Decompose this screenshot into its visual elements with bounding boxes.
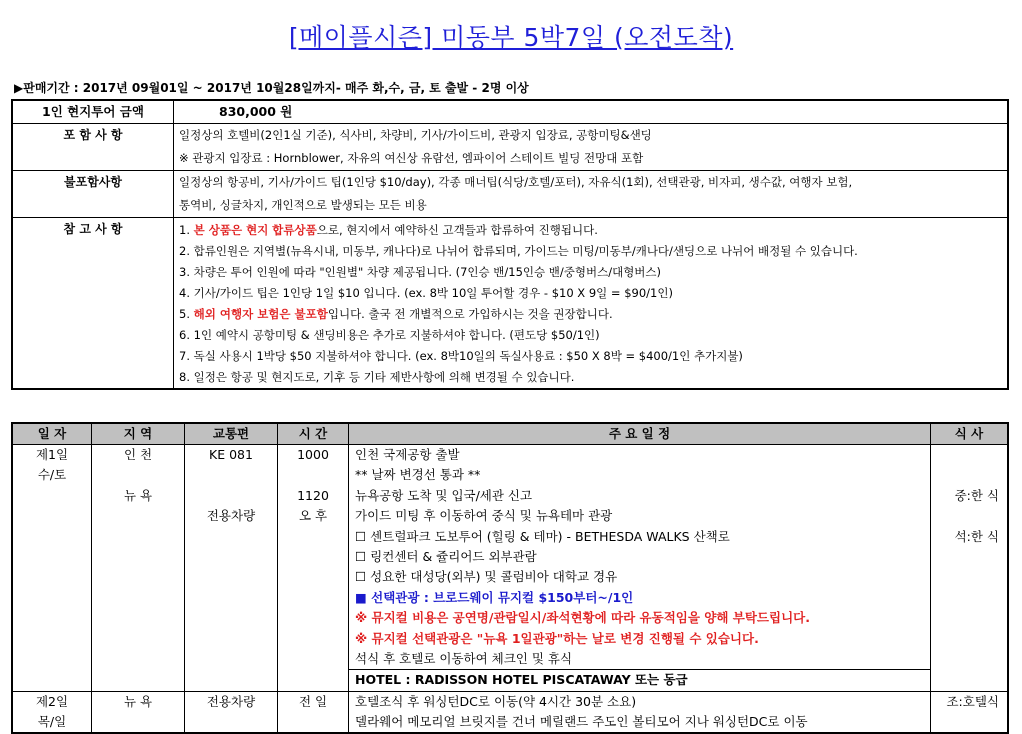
day2-transport: 전용차량 <box>185 691 278 733</box>
notes-row <box>12 218 1008 390</box>
itinerary-line: 델라웨어 메모리얼 브릿지를 건너 메릴랜드 주도인 볼티모어 지나 워싱턴DC로 이동 <box>355 714 808 730</box>
includes-line: ※ 관광지 입장료 : Hornblower, 자유의 여신상 유람선, 엠파이어 스테이트 빌딩 전망대 포함 <box>179 151 644 165</box>
includes-line: 일정상의 호텔비(2인1실 기준), 식사비, 차량비, 기사/가이드비, 관광지 입장료, 공항미팅&샌딩 <box>179 128 652 142</box>
includes-row <box>12 124 1008 171</box>
header-itinerary: 주 요 일 정 <box>349 423 931 445</box>
note-item: 4. 기사/가이드 팁은 1인당 1일 $10 입니다. (ex. 8박 10일 투어할 경우 - $10 X 9일 = $90/1인) <box>179 286 673 300</box>
day2-time: 전 일 <box>278 691 349 733</box>
day2-meals: 조:호텔식 <box>931 691 1009 733</box>
itinerary-line: 호텔조식 후 워싱턴DC로 이동(약 4시간 30분 소요) <box>355 693 637 709</box>
itinerary-line: ☐ 센트럴파크 도보투어 (힐링 & 테마) - BETHESDA WALKS 산책로 <box>355 528 730 544</box>
day2-itinerary <box>349 691 931 733</box>
itinerary-line: 석식 후 호텔로 이동하여 체크인 및 휴식 <box>355 650 573 666</box>
price-label: 1인 현지투어 금액 <box>12 100 174 124</box>
day1-row <box>12 445 1008 692</box>
header-date: 일 자 <box>12 423 92 445</box>
optional-tour-line: ■ 선택관광 : 브로드웨이 뮤지컬 $150부터~/1인 <box>355 589 634 605</box>
schedule-header-row <box>12 423 1008 445</box>
note-item: 8. 일정은 항공 및 현지도로, 기후 등 기타 제반사항에 의해 변경될 수 있습니다. <box>179 370 575 384</box>
schedule-table <box>11 422 1009 734</box>
day2-region: 뉴 욕 <box>92 691 185 733</box>
day2-date: 제2일 목/일 <box>12 691 92 733</box>
excludes-line: 통역비, 싱글차지, 개인적으로 발생되는 모든 비용 <box>179 198 427 212</box>
day1-itinerary <box>349 445 931 692</box>
excludes-label: 불포함사항 <box>12 171 174 218</box>
header-time: 시 간 <box>278 423 349 445</box>
header-meals: 식 사 <box>931 423 1009 445</box>
price-value: 830,000 원 <box>174 100 1009 124</box>
notes-label: 참 고 사 항 <box>12 218 174 390</box>
header-transport: 교통편 <box>185 423 278 445</box>
price-row <box>12 100 1008 124</box>
itinerary-line: ☐ 링컨센터 & 쥴리어드 외부관람 <box>355 548 537 564</box>
sales-period: ▶판매기간 : 2017년 09월01일 ~ 2017년 10월28일까지- 매주 화,수, 금, 토 출발 - 2명 이상 <box>14 81 529 95</box>
itinerary-line: ** 날짜 변경선 통과 ** <box>355 467 481 483</box>
includes-label: 포 함 사 항 <box>12 124 174 171</box>
note-item: 3. 차량은 투어 인원에 따라 "인원별" 차량 제공됩니다. (7인승 밴/15인승 밴/중형버스/대형버스) <box>179 265 662 279</box>
day1-time: 1000 1120 오 후 <box>278 445 349 692</box>
itinerary-line: 가이드 미팅 후 이동하여 중식 및 뉴욕테마 관광 <box>355 508 613 524</box>
note-item: 1. 본 상품은 현지 합류상품으로, 현지에서 예약하신 고객들과 합류하여 진행됩니다. <box>179 223 598 237</box>
day1-region: 인 천 뉴 욕 <box>92 445 185 692</box>
excludes-line: 일정상의 항공비, 기사/가이드 팁(1인당 $10/day), 각종 매너팁(식당/호텔/포터), 자유식(1회), 선택관광, 비자피, 생수값, 여행자 보험, <box>179 175 853 189</box>
itinerary-line: 인천 국제공항 출발 <box>355 447 460 462</box>
notice-line: ※ 뮤지컬 비용은 공연명/관람일시/좌석현황에 따라 유동적임을 양해 부탁드립니다. <box>355 610 810 626</box>
note-item: 2. 합류인원은 지역별(뉴욕시내, 미동부, 캐나다)로 나뉘어 합류되며, 가이드는 미팅/미동부/캐나다/샌딩으로 나뉘어 배정될 수 있습니다. <box>179 244 858 258</box>
notice-line: ※ 뮤지컬 선택관광은 "뉴욕 1일관광"하는 날로 변경 진행될 수 있습니다. <box>355 630 759 646</box>
note-item: 7. 독실 사용시 1박당 $50 지불하셔야 합니다. (ex. 8박10일의 독실사용료 : $50 X 8박 = $400/1인 추가지불) <box>179 349 743 363</box>
note-item: 6. 1인 예약시 공항미팅 & 샌딩비용은 추가로 지불하셔야 합니다. (편도당 $50/1인) <box>179 328 600 342</box>
day1-meals: 중:한 식 석:한 식 <box>931 445 1009 692</box>
day1-transport: KE 081 전용차량 <box>185 445 278 692</box>
note-item: 5. 해외 여행자 보험은 불포함입니다. 출국 전 개별적으로 가입하시는 것을 권장합니다. <box>179 307 613 321</box>
hotel-line: HOTEL : RADISSON HOTEL PISCATAWAY 또는 동급 <box>349 669 930 690</box>
excludes-row <box>12 171 1008 218</box>
page-title: [메이플시즌] 미동부 5박7일 (오전도착) <box>288 23 734 52</box>
header-region: 지 역 <box>92 423 185 445</box>
itinerary-line: 뉴욕공항 도착 및 입국/세관 신고 <box>355 487 533 503</box>
info-table <box>11 99 1009 390</box>
itinerary-line: ☐ 성요한 대성당(외부) 및 콜럼비아 대학교 경유 <box>355 569 618 585</box>
day2-row <box>12 691 1008 733</box>
day1-date: 제1일 수/토 <box>12 445 92 692</box>
